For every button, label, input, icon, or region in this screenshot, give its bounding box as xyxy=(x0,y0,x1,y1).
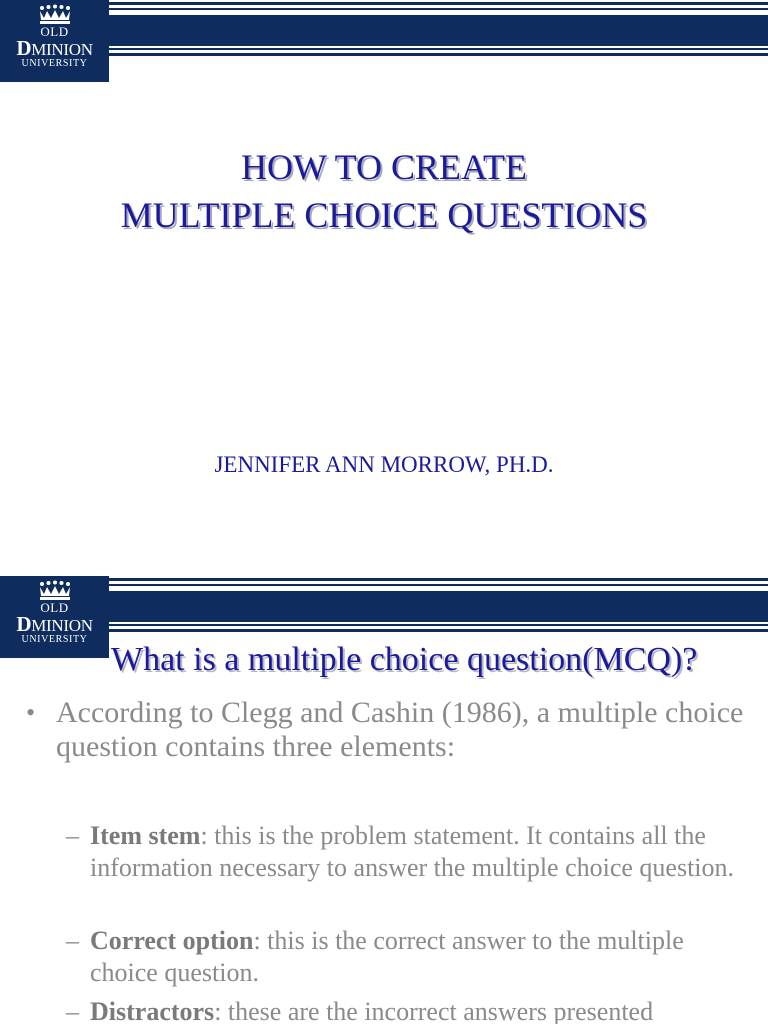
logo-line-dominion xyxy=(0,612,109,636)
logo-line-old: OLD xyxy=(40,600,69,615)
logo-dominion-rest: MINION xyxy=(31,40,93,59)
header-stripe xyxy=(109,48,768,50)
logo-line-dominion xyxy=(0,36,109,60)
sub-bullet-correct-option xyxy=(66,925,746,989)
header-stripe xyxy=(109,578,768,581)
dash-icon: – xyxy=(66,821,79,850)
sub-bullet-item-stem xyxy=(66,820,746,884)
logo-initial: D xyxy=(16,36,32,60)
logo-dominion-rest: MINION xyxy=(31,616,93,635)
title-line-1: HOW TO CREATE xyxy=(240,147,527,187)
header-stripe xyxy=(109,2,768,5)
logo-initial: D xyxy=(16,612,32,636)
term-description: : this is the correct answer to the multiple choice question. xyxy=(90,926,684,987)
crown-icon xyxy=(0,580,109,602)
sub-bullet-distractors xyxy=(66,996,746,1024)
header-stripe xyxy=(109,8,768,10)
slide-title xyxy=(0,143,768,239)
header-bar xyxy=(109,591,768,622)
term-description: : these are the incorrect answers presented xyxy=(214,997,654,1024)
university-logo xyxy=(0,0,109,82)
slide-header xyxy=(0,0,768,82)
content-slide xyxy=(0,576,768,1024)
header-stripe xyxy=(109,624,768,626)
header-bar xyxy=(109,15,768,46)
university-logo xyxy=(0,576,109,658)
header-stripe xyxy=(109,584,768,586)
dash-icon: – xyxy=(66,926,79,955)
term: Item stem xyxy=(90,821,201,850)
main-bullet xyxy=(26,696,766,764)
logo-line-university: UNIVERSITY xyxy=(21,58,88,69)
dash-icon: – xyxy=(66,997,79,1024)
title-line-2: MULTIPLE CHOICE QUESTIONS xyxy=(120,195,648,235)
logo-line-university: UNIVERSITY xyxy=(21,634,88,645)
logo-line-old: OLD xyxy=(40,24,69,39)
crown-icon xyxy=(0,4,109,26)
author-name: JENNIFER ANN MORROW, PH.D. xyxy=(214,452,554,477)
header-stripe xyxy=(109,53,768,56)
slide-heading: What is a multiple choice question(MCQ)? xyxy=(111,641,698,678)
main-bullet-text: According to Clegg and Cashin (1986), a multiple choice question contains three elements: xyxy=(56,696,744,763)
term-description: : this is the problem statement. It contains all the information necessary to answer the multiple choice question. xyxy=(90,821,735,882)
header-stripe xyxy=(109,629,768,632)
bullet-icon: • xyxy=(26,698,36,727)
term: Correct option xyxy=(90,926,254,955)
term: Distractors xyxy=(90,997,215,1024)
